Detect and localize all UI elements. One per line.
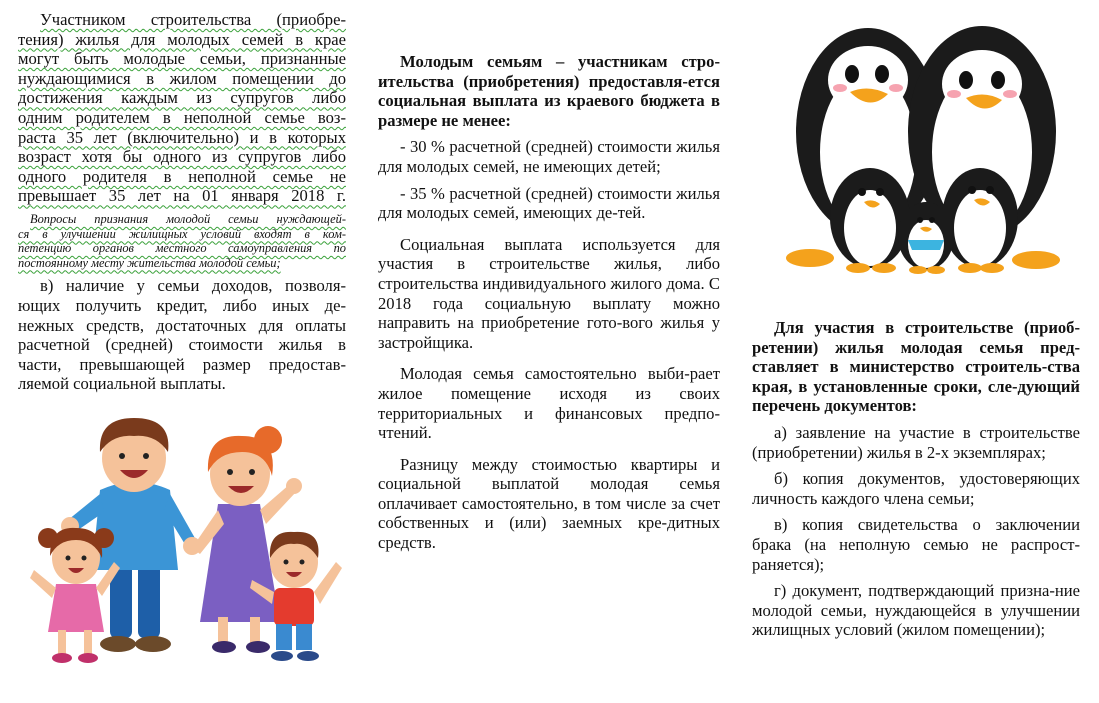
text-line: возраст хотя бы одного из супругов либо [18, 147, 346, 167]
text-line: одного родителя в неполной семье не [18, 166, 346, 186]
documents-heading: Для участия в строительстве (приоб-ретении) жилья молодая семья пред-ставляет в министерство строитель-ства края, в установленные сроки, сле-дующий перечень документов: [752, 318, 1080, 416]
text-line: могут быть молодые семьи, признанные [18, 49, 346, 69]
text-line: нуждающимися в жилом помещении до [18, 68, 346, 88]
penguin-chick-left [830, 168, 910, 273]
subsidy-item-no-children: - 30 % расчетной (средней) стоимости жилья для молодых семей, не имеющих детей; [378, 137, 720, 176]
note-paragraph [18, 212, 346, 270]
difference-paragraph: Разницу между стоимостью квартиры и социальной выплатой молодая семья оплачивает самостоятельно, в том числе за счет собственных и (или) заемных кре-дитных средств. [378, 454, 720, 553]
penguin-chick-right [942, 168, 1018, 273]
eligibility-paragraph [18, 10, 346, 206]
column-left [18, 10, 346, 394]
usage-paragraph: Социальная выплата используется для участия в строительстве жилья, либо строительства индивидуального жилого дома. С 2018 года социальную выплату можно направить на приобретение гото-вого жилья у застройщика. [378, 234, 720, 352]
column-right [752, 318, 1080, 640]
text-line: достижения каждым из супругов либо [18, 88, 346, 108]
penguin-baby [898, 202, 954, 274]
document-item-a: а) заявление на участие в строительстве (приобретении) жилья в 2-х экземплярах; [752, 422, 1080, 462]
choice-paragraph: Молодая семья самостоятельно выби-рает жилое помещение исходя из своих территориальных и финансовых предпо-чтений. [378, 364, 720, 443]
document-item-v: в) копия свидетельства о заключении брака (на неполную семью не распрост-раняется); [752, 515, 1080, 574]
text-line: Участником строительства (приобре- [40, 10, 346, 29]
note-line: ся в улучшении жилищных условий входят в ком- [18, 226, 346, 241]
note-line: петенцию органов местного самоуправления по [18, 241, 346, 256]
document-item-b: б) копия документов, удостоверяющих личность каждого члена семьи; [752, 469, 1080, 508]
note-line: Вопросы признания молодой семьи нуждающей- [30, 211, 346, 226]
note-line: постоянному месту жительства молодой семьи; [18, 255, 281, 270]
column-middle [378, 52, 720, 553]
penguin-family-illustration [770, 22, 1070, 278]
income-paragraph: в) наличие у семьи доходов, позволя-ющих получить кредит, либо иных де-нежных средств, достаточных для оплаты расчетной (средней) стоимости жилья в части, превышающей размер предостав-ляемой социальной выплаты. [18, 276, 346, 394]
text-line: раста 35 лет (включительно) и в которых [18, 127, 346, 147]
text-line: одним родителем в неполной семье воз- [18, 107, 346, 127]
document-item-g: г) документ, подтверждающий призна-ние молодой семьи, нуждающейся в улучшении жилищных условий (жилом помещении); [752, 581, 1080, 640]
text-line: тения) жилья для молодых семей в крае [18, 29, 346, 49]
subsidy-item-with-children: - 35 % расчетной (средней) стоимости жилья для молодых семей, имеющих де-тей. [378, 183, 720, 223]
subsidy-heading: Молодым семьям – участникам стро-ительства (приобретения) предоставля-ется социальная выплата из краевого бюджета в размере не менее: [378, 52, 720, 130]
family-illustration [28, 412, 348, 674]
text-line: превышает 35 лет на 01 января 2018 г. [18, 186, 346, 206]
